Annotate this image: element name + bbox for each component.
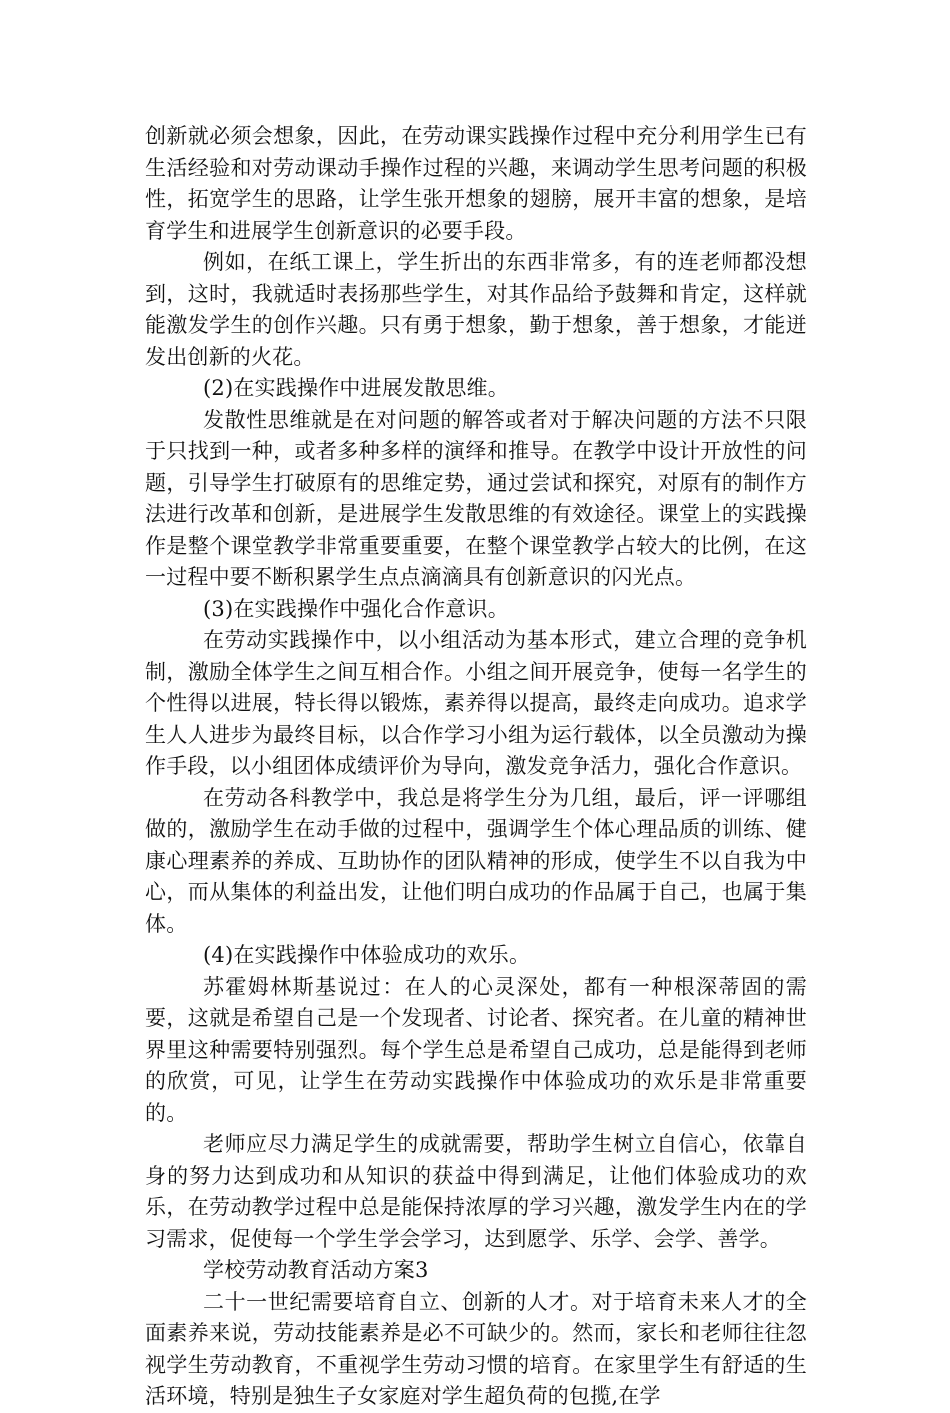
paragraph-divergent-thinking: 发散性思维就是在对问题的解答或者对于解决问题的方法不只限于只找到一种，或者多种多样的演绎和推导。在教学中设计开放性的问题，引导学生打破原有的思维定势，通过尝试和探究，对原有的制作方法进行改革和创新，是进展学生发散思维的有效途径。课堂上的实践操作是整个课堂教学非常重要重要，在整个课堂教学占较大的比例，在这一过程中要不断积累学生点点滴滴具有创新意识的闪光点。 — [145, 407, 807, 589]
paragraph-twenty-first-century: 二十一世纪需要培育自立、创新的人才。对于培育未来人才的全面素养来说，劳动技能素养是必不可缺少的。然而，家长和老师往往忽视学生劳动教育，不重视学生劳动习惯的培育。在家里学生有舒适的生活环境，特别是独生子女家庭对学生超负荷的包揽,在学 — [145, 1289, 807, 1408]
paragraph-creativity-imagination: 创新就必须会想象，因此，在劳动课实践操作过程中充分利用学生已有生活经验和对劳动课动手操作过程的兴趣，来调动学生思考问题的积极性，拓宽学生的思路，让学生张开想象的翅膀，展开丰富的想象，是培育学生和进展学生创新意识的必要手段。 — [145, 124, 807, 243]
paragraph-group-teaching: 在劳动各科教学中，我总是将学生分为几组，最后，评一评哪组做的，激励学生在动手做的过程中，强调学生个体心理品质的训练、健康心理素养的养成、互助协作的团队精神的形成，使学生不以自我为中心，而从集体的利益出发，让他们明白成功的作品属于自己，也属于集体。 — [145, 785, 807, 936]
section-heading-divergent-thinking: (2)在实践操作中进展发散思维。 — [203, 376, 509, 400]
paragraph-paper-craft-example: 例如，在纸工课上，学生折出的东西非常多，有的连老师都没想到，这时，我就适时表扬那些学生，对其作品给予鼓舞和肯定，这样就能激发学生的创作兴趣。只有勇于想象，勤于想象，善于想象，才能迸发出创新的火花。 — [145, 250, 807, 369]
paragraph-teacher-support: 老师应尽力满足学生的成就需要，帮助学生树立自信心，依靠自身的努力达到成功和从知识的获益中得到满足，让他们体验成功的欢乐，在劳动教学过程中总是能保持浓厚的学习兴趣，激发学生内在的学习需求，促使每一个学生学会学习，达到愿学、乐学、会学、善学。 — [145, 1132, 807, 1251]
section-title-plan-3: 学校劳动教育活动方案3 — [203, 1258, 429, 1282]
section-heading-success-joy: (4)在实践操作中体验成功的欢乐。 — [203, 943, 531, 967]
paragraph-sukhomlinsky-quote: 苏霍姆林斯基说过：在人的心灵深处，都有一种根深蒂固的需要，这就是希望自己是一个发现者、讨论者、探究者。在儿童的精神世界里这种需要特别强烈。每个学生总是希望自己成功，总是能得到老师的欣赏，可见，让学生在劳动实践操作中体验成功的欢乐是非常重要的。 — [145, 974, 807, 1125]
paragraph-group-competition: 在劳动实践操作中，以小组活动为基本形式，建立合理的竞争机制，激励全体学生之间互相合作。小组之间开展竞争，使每一名学生的个性得以进展，特长得以锻炼，素养得以提高，最终走向成功。追求学生人人进步为最终目标，以合作学习小组为运行载体，以全员激动为操作手段，以小组团体成绩评价为导向，激发竞争活力，强化合作意识。 — [145, 628, 807, 778]
document-body — [145, 121, 807, 1413]
section-heading-cooperation: (3)在实践操作中强化合作意识。 — [203, 596, 509, 621]
